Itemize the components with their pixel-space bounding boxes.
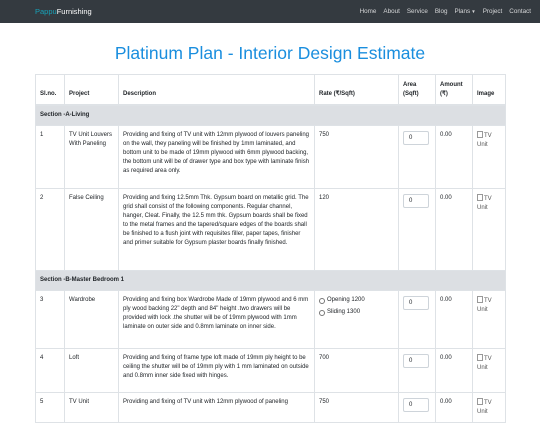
cell-slno: 3 <box>36 290 65 348</box>
table-row <box>36 392 506 422</box>
cell-description: Providing and fixing box Wardrobe Made of 19mm plywood and 6 mm ply wood backing 22" depth and 84" height .two drawers will be provided with lock .the shutter will be of 19mm plywood with 1mm laminate on outer side and 0.8mm laminate on inner side. <box>119 290 315 348</box>
cell-slno: 1 <box>36 125 65 188</box>
table-row <box>36 188 506 270</box>
nav-link-home[interactable]: Home <box>359 8 377 15</box>
cell-description: Providing and fixing of TV unit with 12mm plywood of paneling <box>119 392 315 422</box>
cell-project: Wardrobe <box>65 290 119 348</box>
broken-image-icon <box>477 296 483 303</box>
cell-rate: 700 <box>315 348 399 392</box>
table-row <box>36 290 506 348</box>
image-alt-text: TV Unit <box>477 355 492 371</box>
cell-amount: 0.00 <box>436 188 473 270</box>
nav-link-contact[interactable]: Contact <box>509 8 531 15</box>
header-rate: Rate (₹/Sqft) <box>315 75 399 105</box>
radio-circle-icon <box>319 310 325 316</box>
section-title: Section -A-Living <box>36 105 506 126</box>
table-row <box>36 125 506 188</box>
image-alt-text: TV Unit <box>477 399 492 415</box>
product-image <box>477 400 492 415</box>
cell-image <box>473 125 506 188</box>
estimate-table-container <box>35 74 505 415</box>
broken-image-icon <box>477 194 483 201</box>
nav-plans-label: Plans <box>454 8 471 15</box>
cell-image <box>473 392 506 422</box>
estimate-table <box>35 74 506 423</box>
header-description: Description <box>119 75 315 105</box>
nav-links <box>353 8 531 15</box>
navbar <box>0 0 540 23</box>
area-input[interactable]: 0 <box>403 398 429 412</box>
header-amount: Amount (₹) <box>436 75 473 105</box>
cell-amount: 0.00 <box>436 290 473 348</box>
cell-image <box>473 188 506 270</box>
cell-amount: 0.00 <box>436 125 473 188</box>
section-title: Section -B-Master Bedroom 1 <box>36 270 506 290</box>
product-image <box>477 133 492 148</box>
section-row <box>36 105 506 126</box>
broken-image-icon <box>477 354 483 361</box>
product-image <box>477 356 492 371</box>
cell-project: TV Unit <box>65 392 119 422</box>
cell-description: Providing and fixing of frame type loft made of 19mm ply height to be ceiling the shutter will be of 19mm ply with 1 mm laminated on outside and 0.8mm inner side fixed with hinges. <box>119 348 315 392</box>
header-area: Area (Sqft) <box>399 75 436 105</box>
broken-image-icon <box>477 131 483 138</box>
header-project: Project <box>65 75 119 105</box>
cell-amount: 0.00 <box>436 348 473 392</box>
broken-image-icon <box>477 398 483 405</box>
product-image <box>477 298 492 313</box>
brand-suffix: Furnishing <box>56 7 92 16</box>
cell-area <box>399 392 436 422</box>
cell-area <box>399 125 436 188</box>
cell-description: Providing and fixing of TV unit with 12mm plywood of louvers paneling on the wall, they paneling will be finished by 1mm laminated, and bottom unit to be made of 19mm plywood with 6mm plywood backing, the bottom unit will be of drawer type and box type with laminate finish as required area only. <box>119 125 315 188</box>
cell-image <box>473 290 506 348</box>
cell-project: Loft <box>65 348 119 392</box>
cell-slno: 4 <box>36 348 65 392</box>
cell-area <box>399 348 436 392</box>
radio-label: Opening 1200 <box>327 296 365 303</box>
cell-rate: 750 <box>315 125 399 188</box>
area-input[interactable]: 0 <box>403 296 429 310</box>
image-alt-text: TV Unit <box>477 195 492 211</box>
nav-link-about[interactable]: About <box>383 8 400 15</box>
table-header-row <box>36 75 506 105</box>
area-input[interactable]: 0 <box>403 194 429 208</box>
header-image: Image <box>473 75 506 105</box>
cell-project: TV Unit Louvers With Paneling <box>65 125 119 188</box>
area-input[interactable]: 0 <box>403 354 429 368</box>
cell-area <box>399 188 436 270</box>
nav-dropdown-plans[interactable] <box>454 8 475 15</box>
table-row <box>36 348 506 392</box>
page-title: Platinum Plan - Interior Design Estimate <box>114 43 426 63</box>
nav-link-service[interactable]: Service <box>406 8 428 15</box>
caret-down-icon: ▼ <box>471 9 476 14</box>
cell-area <box>399 290 436 348</box>
image-alt-text: TV Unit <box>477 132 492 148</box>
cell-slno: 2 <box>36 188 65 270</box>
brand-prefix: Pappu <box>35 7 57 16</box>
product-image <box>477 196 492 211</box>
radio-opening[interactable] <box>319 296 365 305</box>
radio-label: Sliding 1300 <box>327 308 361 315</box>
image-alt-text: TV Unit <box>477 297 492 313</box>
cell-rate: 120 <box>315 188 399 270</box>
cell-slno: 5 <box>36 392 65 422</box>
cell-amount: 0.00 <box>436 392 473 422</box>
cell-rate-options <box>315 290 399 348</box>
area-input[interactable]: 0 <box>403 131 429 145</box>
nav-link-project[interactable]: Project <box>482 8 503 15</box>
cell-description: Providing and fixing 12.5mm Thk. Gypsum board on metallic grid. The grid shall consist of the following components. Regular channel, hanger, Cleat. Finally, the 12.5 mm thk. Gypsum boards shall be fixed to the metal frames and the tapered/square edges of the boards shall be finished to a flush joint with requisites filler, paper tapes, finisher and primer suitable for Gypsum plaster boards finally finished. <box>119 188 315 270</box>
header-slno: Sl.no. <box>36 75 65 105</box>
section-row <box>36 270 506 290</box>
cell-image <box>473 348 506 392</box>
radio-sliding[interactable] <box>319 308 360 317</box>
nav-link-blog[interactable]: Blog <box>434 8 448 15</box>
cell-rate: 750 <box>315 392 399 422</box>
cell-project: False Ceiling <box>65 188 119 270</box>
brand-logo[interactable] <box>35 7 92 16</box>
radio-circle-icon <box>319 298 325 304</box>
